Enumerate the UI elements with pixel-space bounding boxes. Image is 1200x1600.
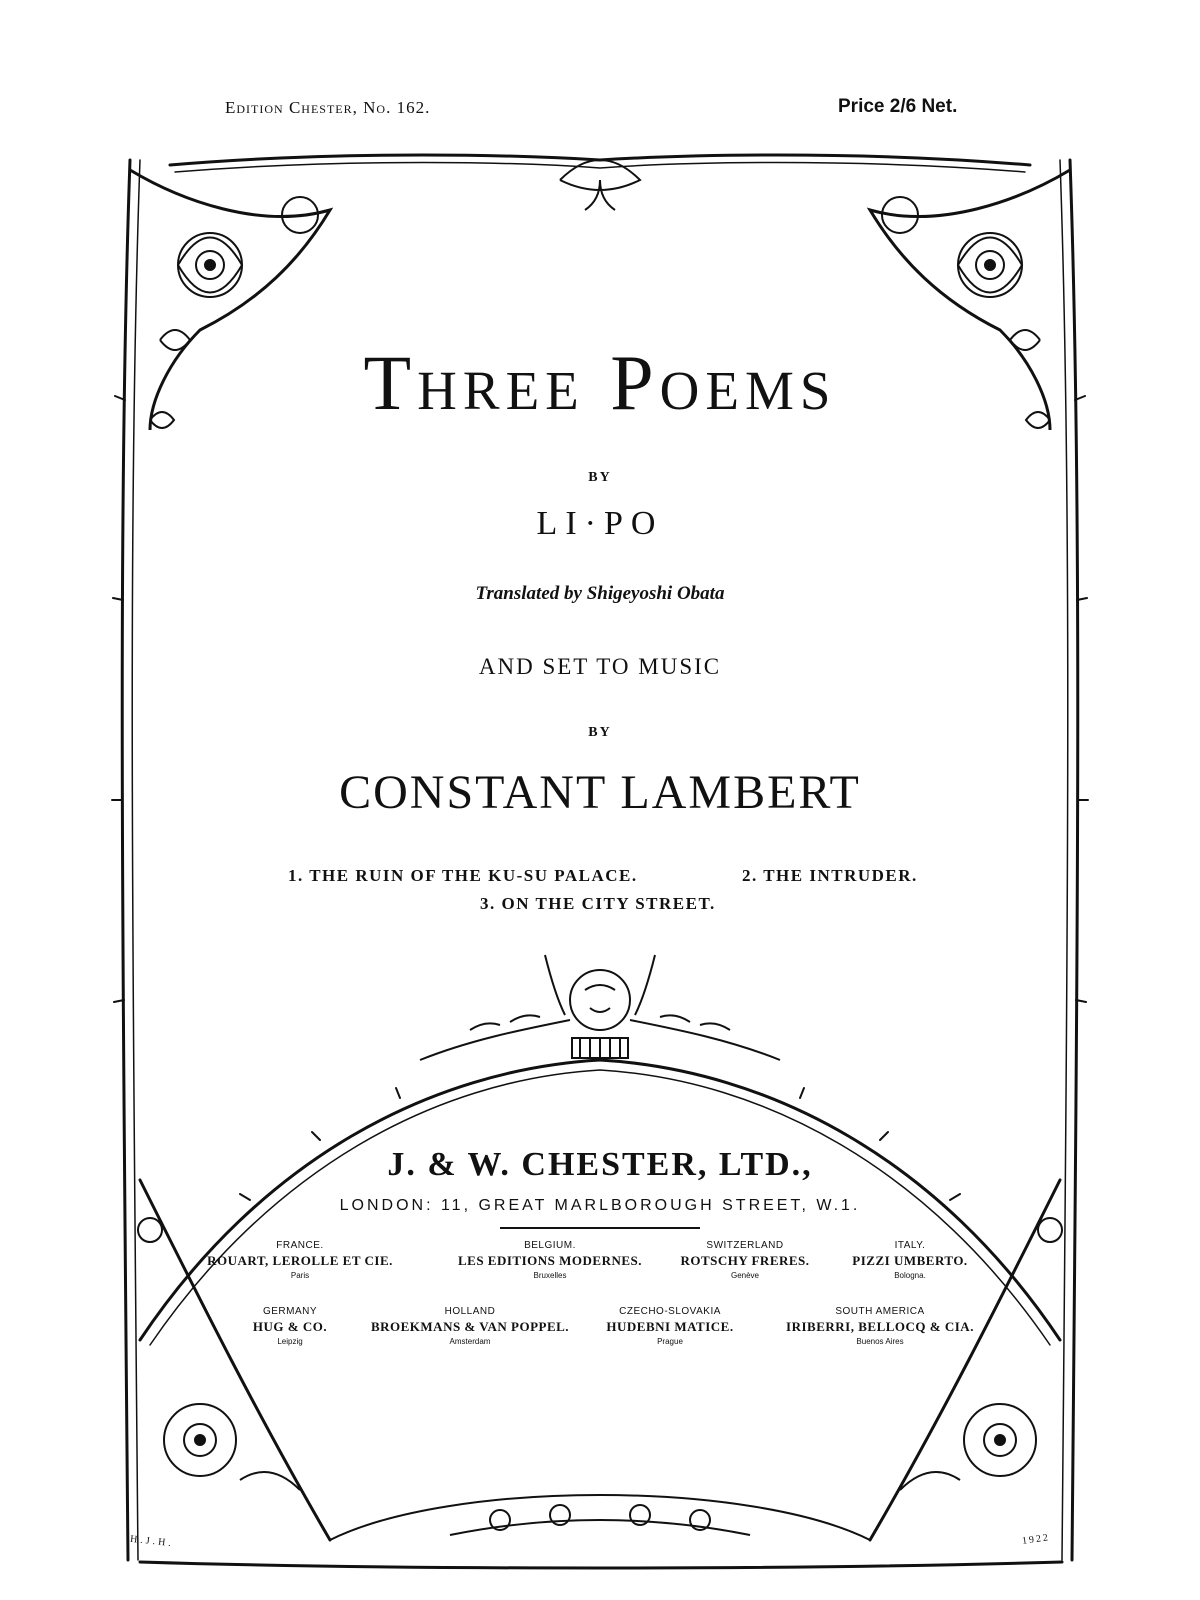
agent-city: Leipzig [277, 1337, 303, 1346]
publisher-address: LONDON: 11, GREAT MARLBOROUGH STREET, W.1. [339, 1197, 861, 1214]
agent-name: HUDEBNI MATICE. [606, 1319, 734, 1334]
song-title: 3. ON THE CITY STREET. [480, 894, 716, 913]
by-label: BY [588, 725, 612, 740]
agent-city: Genève [730, 1271, 760, 1280]
agent-country: HOLLAND [444, 1306, 496, 1317]
agent-city: Prague [657, 1337, 683, 1346]
agent-country: BELGIUM. [524, 1240, 576, 1251]
song-title: 1. THE RUIN OF THE KU-SU PALACE. [288, 866, 638, 885]
agent-city: Paris [290, 1271, 310, 1280]
agent-name: ROUART, LEROLLE ET CIE. [207, 1253, 393, 1268]
agent-country: FRANCE. [276, 1240, 324, 1251]
agent-entry [780, 1240, 1040, 1280]
translator-credit: Translated by Shigeyoshi Obata [475, 583, 725, 604]
agent-country: GERMANY [262, 1306, 318, 1317]
agent-country: SWITZERLAND [706, 1240, 784, 1251]
agent-name: BROEKMANS & VAN POPPEL. [370, 1319, 570, 1334]
agent-entry [170, 1240, 430, 1280]
artist-initials: H.J.H. [129, 1533, 175, 1550]
song-title: 2. THE INTRUDER. [742, 866, 918, 885]
set-to-music-label: AND SET TO MUSIC [478, 654, 722, 679]
agent-name: LES EDITIONS MODERNES. [457, 1253, 643, 1268]
agent-country: ITALY. [894, 1240, 926, 1251]
artist-date: 1922 [1021, 1532, 1051, 1547]
agent-name: ROTSCHY FRERES. [680, 1253, 810, 1268]
agent-name: IRIBERRI, BELLOCQ & CIA. [786, 1319, 974, 1334]
agent-entry [750, 1306, 1010, 1346]
publisher-name: J. & W. CHESTER, LTD., [387, 1146, 813, 1183]
agent-country: CZECHO-SLOVAKIA [619, 1306, 721, 1317]
by-label: BY [588, 470, 612, 485]
agent-name: PIZZI UMBERTO. [852, 1253, 968, 1268]
agent-city: Bruxelles [533, 1271, 567, 1280]
agent-country: SOUTH AMERICA [835, 1306, 925, 1317]
edition-number: Edition Chester, No. 162. [225, 98, 431, 117]
composer-name: CONSTANT LAMBERT [339, 766, 861, 819]
agent-city: Amsterdam [449, 1337, 491, 1346]
agent-name: HUG & CO. [252, 1319, 328, 1334]
agent-city: Buenos Aires [856, 1337, 904, 1346]
price: Price 2/6 Net. [838, 96, 958, 117]
divider [500, 1227, 700, 1229]
title: Three Poems [363, 339, 837, 426]
agent-city: Bologna. [894, 1271, 926, 1280]
poet-name: LI·PO [536, 505, 664, 542]
